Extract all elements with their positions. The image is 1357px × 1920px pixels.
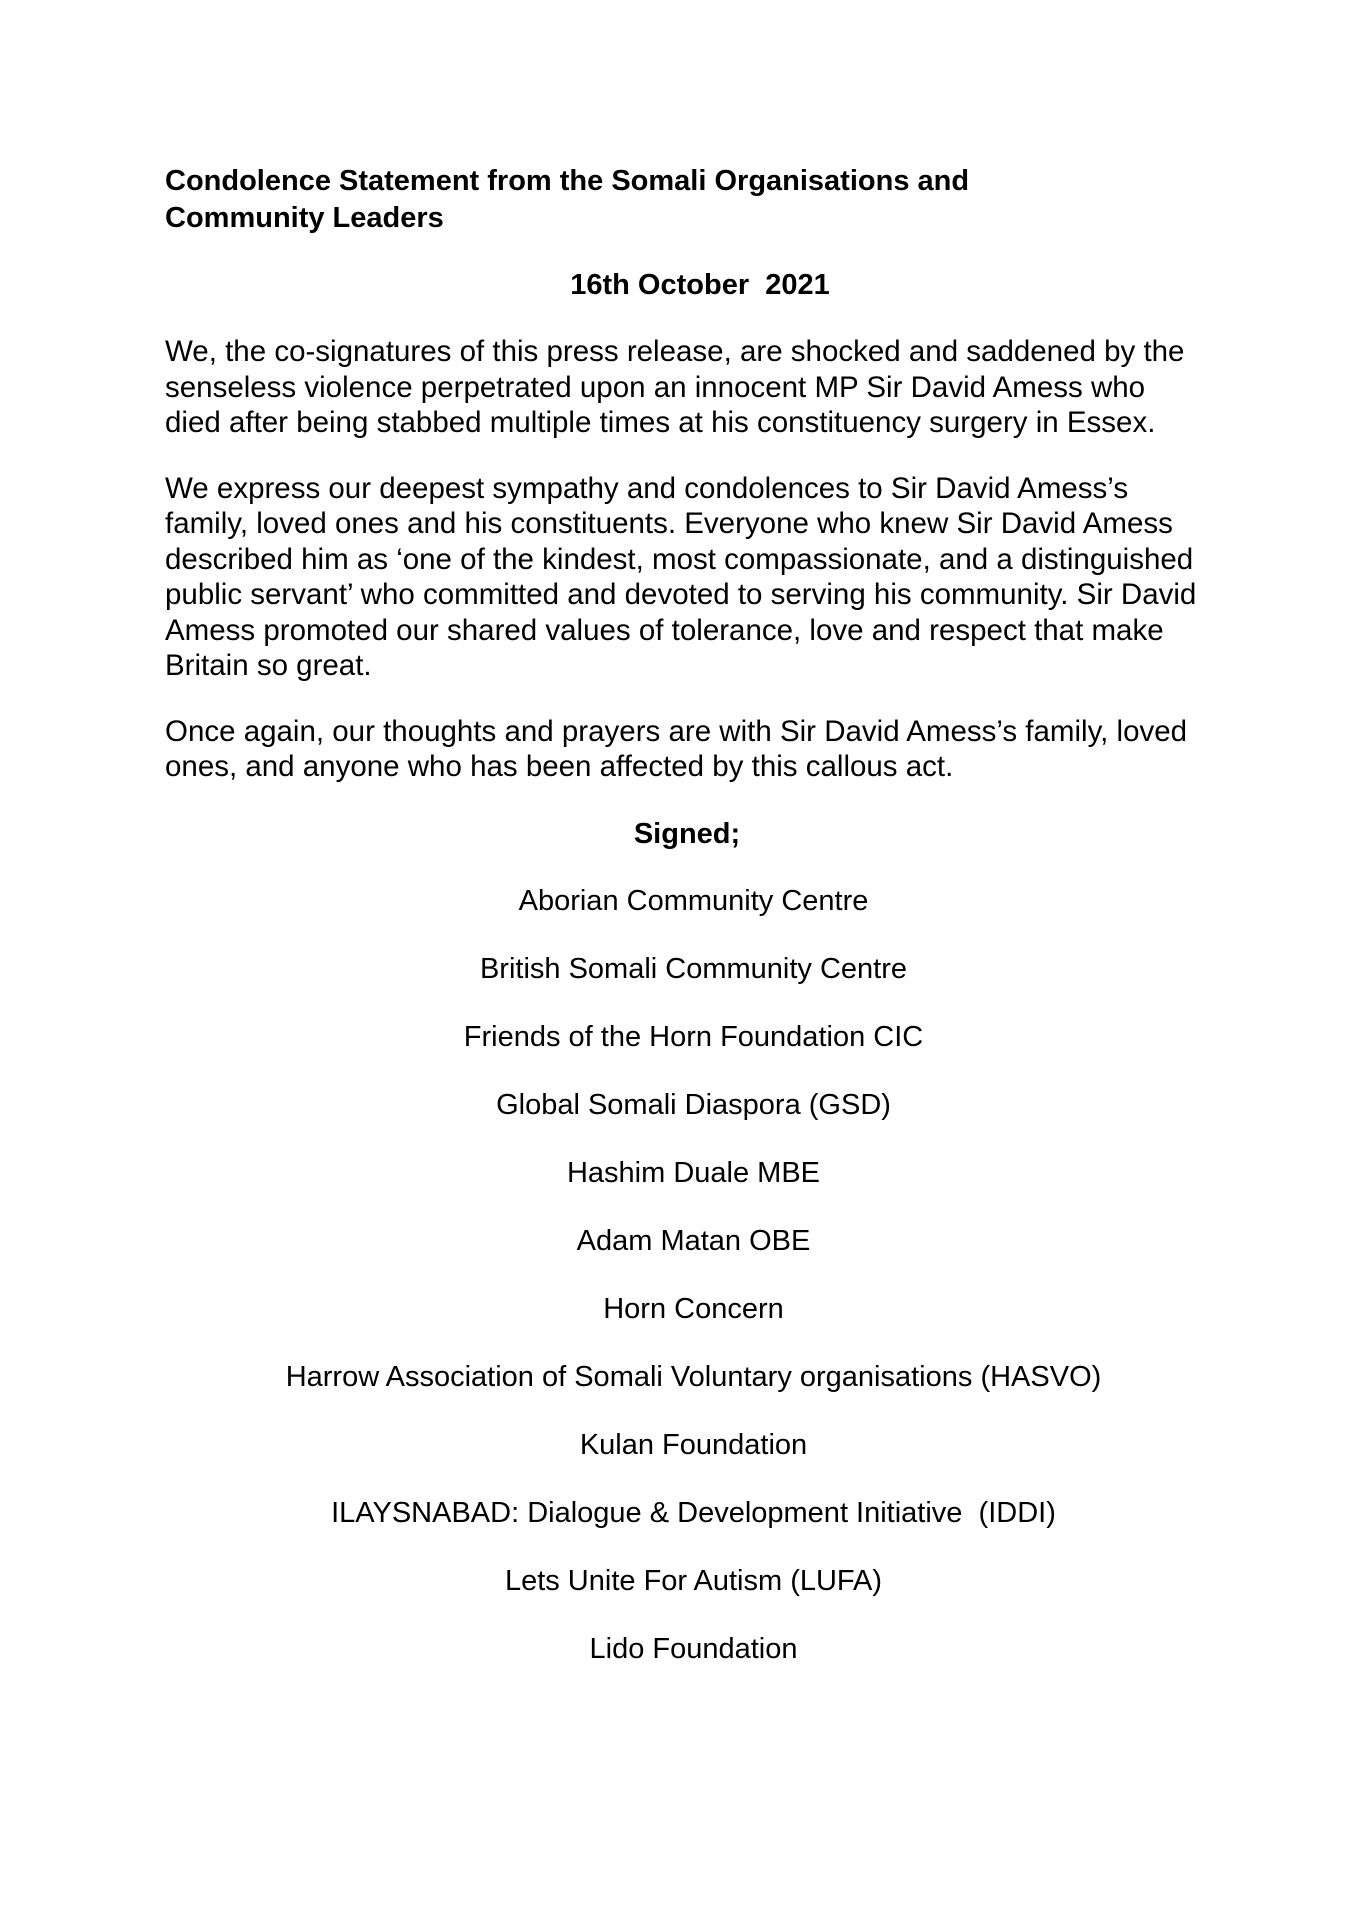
document-title: [165, 163, 1205, 237]
signatory-item: Friends of the Horn Foundation CIC: [463, 1020, 924, 1053]
signatory-item: Global Somali Diaspora (GSD): [496, 1088, 891, 1121]
paragraph-3: Once again, our thoughts and prayers are with Sir David Amess’s family, loved ones, and anyone who has been affected by this callous act.: [165, 714, 1188, 783]
signatory-item: British Somali Community Centre: [479, 952, 908, 985]
signatory-list: [165, 883, 1205, 1668]
signatory-item: Harrow Association of Somali Voluntary organisations (HASVO): [285, 1360, 1102, 1393]
document-body: [165, 163, 1205, 1668]
signatory-item: Lets Unite For Autism (LUFA): [504, 1564, 883, 1597]
signatory-item: Adam Matan OBE: [576, 1224, 811, 1257]
signatory-item: Lido Foundation: [589, 1632, 798, 1665]
signatory-item: Hashim Duale MBE: [566, 1156, 821, 1189]
title-line-2: Community Leaders: [165, 202, 444, 234]
paragraph-1: We, the co-signatures of this press release, are shocked and saddened by the senseless violence perpetrated upon an innocent MP Sir David Amess who died after being stabbed multiple times at his constituency surgery in Essex.: [165, 335, 1185, 439]
signatory-item: ILAYSNABAD: Dialogue & Development Initiative (IDDI): [331, 1496, 1056, 1529]
title-line-1: Condolence Statement from the Somali Organisations and: [165, 165, 970, 197]
paragraph-2: We express our deepest sympathy and condolences to Sir David Amess’s family, loved ones and his constituents. Everyone who knew Sir David Amess described him as ‘one of the kindest, most compassionate, and a distinguished public servant’ who committed and devoted to serving his community. Sir David Amess promoted our shared values of tolerance, love and respect that make Britain so great.: [165, 471, 1197, 682]
signed-heading: Signed;: [633, 817, 741, 850]
signatory-item: Aborian Community Centre: [518, 884, 869, 917]
statement-date: 16th October 2021: [570, 269, 830, 301]
signatory-item: Kulan Foundation: [579, 1428, 808, 1461]
signatory-item: Horn Concern: [603, 1292, 784, 1325]
